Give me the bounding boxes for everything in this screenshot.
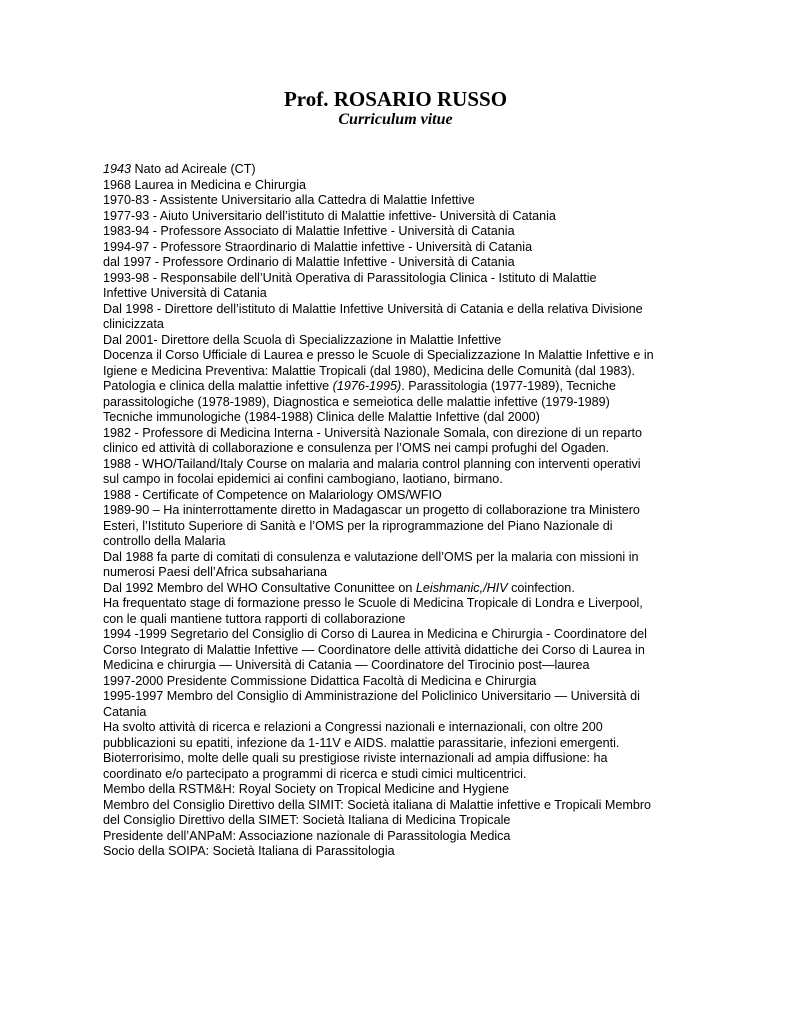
cv-line-text: Igiene e Medicina Preventiva: Malattie Tropicali (dal 1980), Medicina delle Comunità (dal 1983). bbox=[103, 363, 636, 378]
cv-line bbox=[103, 302, 693, 318]
cv-line-text: Bioterrorisimo, molte delle quali su prestigiose riviste internazionali ad ampia diffusione: ha bbox=[103, 751, 608, 765]
cv-line bbox=[103, 767, 693, 783]
cv-line bbox=[103, 534, 693, 550]
cv-line bbox=[103, 596, 693, 612]
cv-line-text: del Consiglio Direttivo della SIMET: Società Italiana di Medicina Tropicale bbox=[103, 813, 511, 827]
cv-line bbox=[103, 364, 693, 380]
cv-line-text: Ha frequentato stage di formazione presso le Scuole di Medicina Tropicale di Londra e Liverpool, bbox=[103, 596, 643, 610]
cv-line-text: Socio della SOIPA: Società Italiana di Parassitologia bbox=[103, 844, 395, 858]
cv-line-text: dal 1997 - Professore Ordinario di Malattie Infettive - Università di Catania bbox=[103, 255, 515, 269]
cv-line bbox=[103, 519, 693, 535]
cv-line-text: 1988 - WHO/Tailand/Italy Course on malaria and malaria control planning con interventi operativi bbox=[103, 456, 641, 471]
cv-line-text: Patologia e clinica della malattie infettive bbox=[103, 379, 333, 393]
cv-line bbox=[103, 782, 693, 798]
cv-line-text: Dal 1988 fa parte di comitati di consulenza e valutazione dell’OMS per la malaria con missioni in bbox=[103, 549, 639, 564]
cv-line-text: Corso Integrato di Malattie Infettive — Coordinatore delle attività didattiche dei Corso di Laurea in bbox=[103, 642, 645, 657]
cv-line bbox=[103, 658, 693, 674]
cv-line-text: Catania bbox=[103, 704, 147, 719]
cv-line-text: 1993-98 - Responsabile dell’Unità Operativa di Parassitologia Clinica - Istituto di Malattie bbox=[103, 270, 597, 285]
cv-line bbox=[103, 488, 693, 504]
cv-line bbox=[103, 240, 693, 256]
cv-line bbox=[103, 178, 693, 194]
cv-line-text: coordinato e/o partecipato a programmi di ricerca e studi cimici multicentrici. bbox=[103, 766, 527, 781]
cv-line-text: 1982 - Professore di Medicina Interna - Università Nazionale Somala, con direzione di un reparto bbox=[103, 425, 643, 440]
cv-line bbox=[103, 612, 693, 628]
cv-line-text: parassitologiche (1978-1989), Diagnostica e semeiotica delle malattie infettive (1979-1989) bbox=[103, 394, 610, 409]
cv-line-italic-text: Leishmanic,/HIV bbox=[415, 580, 508, 595]
cv-line-text: Membo della RSTM&H: Royal Society on Tropical Medicine and Hygiene bbox=[103, 782, 509, 796]
cv-line-text: 1994 -1999 Segretario del Consiglio di Corso di Laurea in Medicina e Chirurgia - Coordinatore del bbox=[103, 627, 647, 641]
cv-line-text: con le quali mantiene tuttora rapporti di collaborazione bbox=[103, 611, 406, 626]
cv-line bbox=[103, 581, 693, 597]
cv-line bbox=[103, 441, 693, 457]
cv-line bbox=[103, 348, 693, 364]
cv-line-text: . Parassitologia (1977-1989), Tecniche bbox=[401, 379, 616, 393]
cv-line bbox=[103, 410, 693, 426]
cv-line-text: 1970-83 - Assistente Universitario alla Cattedra di Malattie Infettive bbox=[103, 193, 475, 207]
cv-line-text: Medicina e chirurgia — Università di Catania — Coordinatore del Tirocinio post—laurea bbox=[103, 658, 590, 672]
cv-line bbox=[103, 286, 693, 302]
cv-line-text: 1989-90 – Ha ininterrottamente diretto in Madagascar un progetto di collaborazione tra Ministero bbox=[103, 503, 640, 517]
cv-line bbox=[103, 162, 693, 178]
cv-line bbox=[103, 426, 693, 442]
cv-line-text: coinfection. bbox=[507, 580, 575, 595]
cv-line bbox=[103, 829, 693, 845]
cv-line bbox=[103, 720, 693, 736]
cv-line-text: 1997-2000 Presidente Commissione Didattica Facoltà di Medicina e Chirurgia bbox=[103, 673, 537, 688]
cv-line-text: Tecniche immunologiche (1984-1988) Clinica delle Malattie Infettive (dal 2000) bbox=[103, 410, 540, 424]
cv-line-text: Dal 1992 Membro del WHO Consultative Conunittee on bbox=[103, 580, 416, 595]
cv-line-text: Docenza il Corso Ufficiale di Laurea e presso le Scuole di Specializzazione In Malattie Infettive e in bbox=[103, 348, 654, 362]
cv-line-text: 1995-1997 Membro del Consiglio di Amministrazione del Policlinico Universitario — Università di bbox=[103, 689, 640, 703]
cv-line-text: pubblicazioni su epatiti, infezione da 1-11V e AIDS. malattie parassitarie, infezioni emergenti. bbox=[103, 735, 620, 750]
cv-line bbox=[103, 705, 693, 721]
cv-line-text: Dal 2001- Direttore della Scuola dì Specializzazione in Malattie Infettive bbox=[103, 332, 502, 347]
cv-line bbox=[103, 193, 693, 209]
cv-line-italic-text: 1943 bbox=[103, 162, 132, 176]
cv-line-text: sul campo in focolai epidemici ai confini cambogiano, laotiano, birmano. bbox=[103, 472, 503, 486]
cv-line-text: Presidente dell’ANPaM: Associazione nazionale di Parassitologia Medica bbox=[103, 828, 511, 843]
cv-line bbox=[103, 224, 693, 240]
cv-line bbox=[103, 379, 693, 395]
cv-line-text: Esteri, l’Istituto Superiore di Sanità e l’OMS per la riprogrammazione del Piano Nazionale di bbox=[103, 518, 613, 533]
cv-line bbox=[103, 457, 693, 473]
cv-body bbox=[103, 162, 693, 860]
cv-line-text: Membro del Consiglio Direttivo della SIMIT: Società italiana di Malattie infettive e Tropicali Membro bbox=[103, 797, 652, 812]
cv-line bbox=[103, 209, 693, 225]
cv-line-text: clinicizzata bbox=[103, 317, 164, 331]
cv-line-text: Infettive Università di Catania bbox=[103, 286, 267, 300]
cv-line bbox=[103, 844, 693, 860]
cv-line bbox=[103, 317, 693, 333]
cv-line bbox=[103, 674, 693, 690]
cv-line-text: 1968 Laurea in Medicina e Chirurgia bbox=[103, 177, 307, 192]
cv-line bbox=[103, 643, 693, 659]
cv-line bbox=[103, 503, 693, 519]
cv-line bbox=[103, 565, 693, 581]
cv-line-italic-text: (1976-1995) bbox=[332, 379, 402, 393]
cv-line-text: 1988 - Certificate of Competence on Malariology OMS/WFIO bbox=[103, 487, 442, 502]
cv-line bbox=[103, 255, 693, 271]
cv-line bbox=[103, 751, 693, 767]
cv-line bbox=[103, 627, 693, 643]
cv-line bbox=[103, 736, 693, 752]
cv-line-text: Dal 1998 - Direttore dell’istituto di Malattie Infettive Università di Catania e della relativa Divisione bbox=[103, 301, 643, 316]
cv-line-text: controllo della Malaria bbox=[103, 534, 226, 548]
cv-line-text: Nato ad Acireale (CT) bbox=[131, 162, 256, 176]
cv-line bbox=[103, 798, 693, 814]
page-title: Prof. ROSARIO RUSSO bbox=[283, 87, 508, 111]
cv-line bbox=[103, 813, 693, 829]
cv-line bbox=[103, 550, 693, 566]
cv-line-text: 1983-94 - Professore Associato di Malattie Infettive - Università di Catania bbox=[103, 224, 515, 238]
cv-line bbox=[103, 271, 693, 287]
cv-line bbox=[103, 333, 693, 349]
cv-line bbox=[103, 472, 693, 488]
cv-line bbox=[103, 395, 693, 411]
cv-line-text: 1977-93 - Aiuto Universitario dell’istituto di Malattie infettive- Università di Catania bbox=[103, 208, 556, 223]
cv-line bbox=[103, 689, 693, 705]
cv-line-text: Ha svolto attività di ricerca e relazioni a Congressi nazionali e internazionali, con oltre 200 bbox=[103, 720, 603, 734]
page-subtitle: Curriculum vitue bbox=[338, 111, 453, 128]
cv-line-text: numerosi Paesi dell’Africa subsahariana bbox=[103, 565, 328, 579]
cv-line-text: 1994-97 - Professore Straordinario di Malattie infettive - Università di Catania bbox=[103, 239, 533, 254]
cv-line-text: clinico ed attività di collaborazione e consulenza per l’OMS nei campi profughi del Ogaden. bbox=[103, 441, 610, 455]
